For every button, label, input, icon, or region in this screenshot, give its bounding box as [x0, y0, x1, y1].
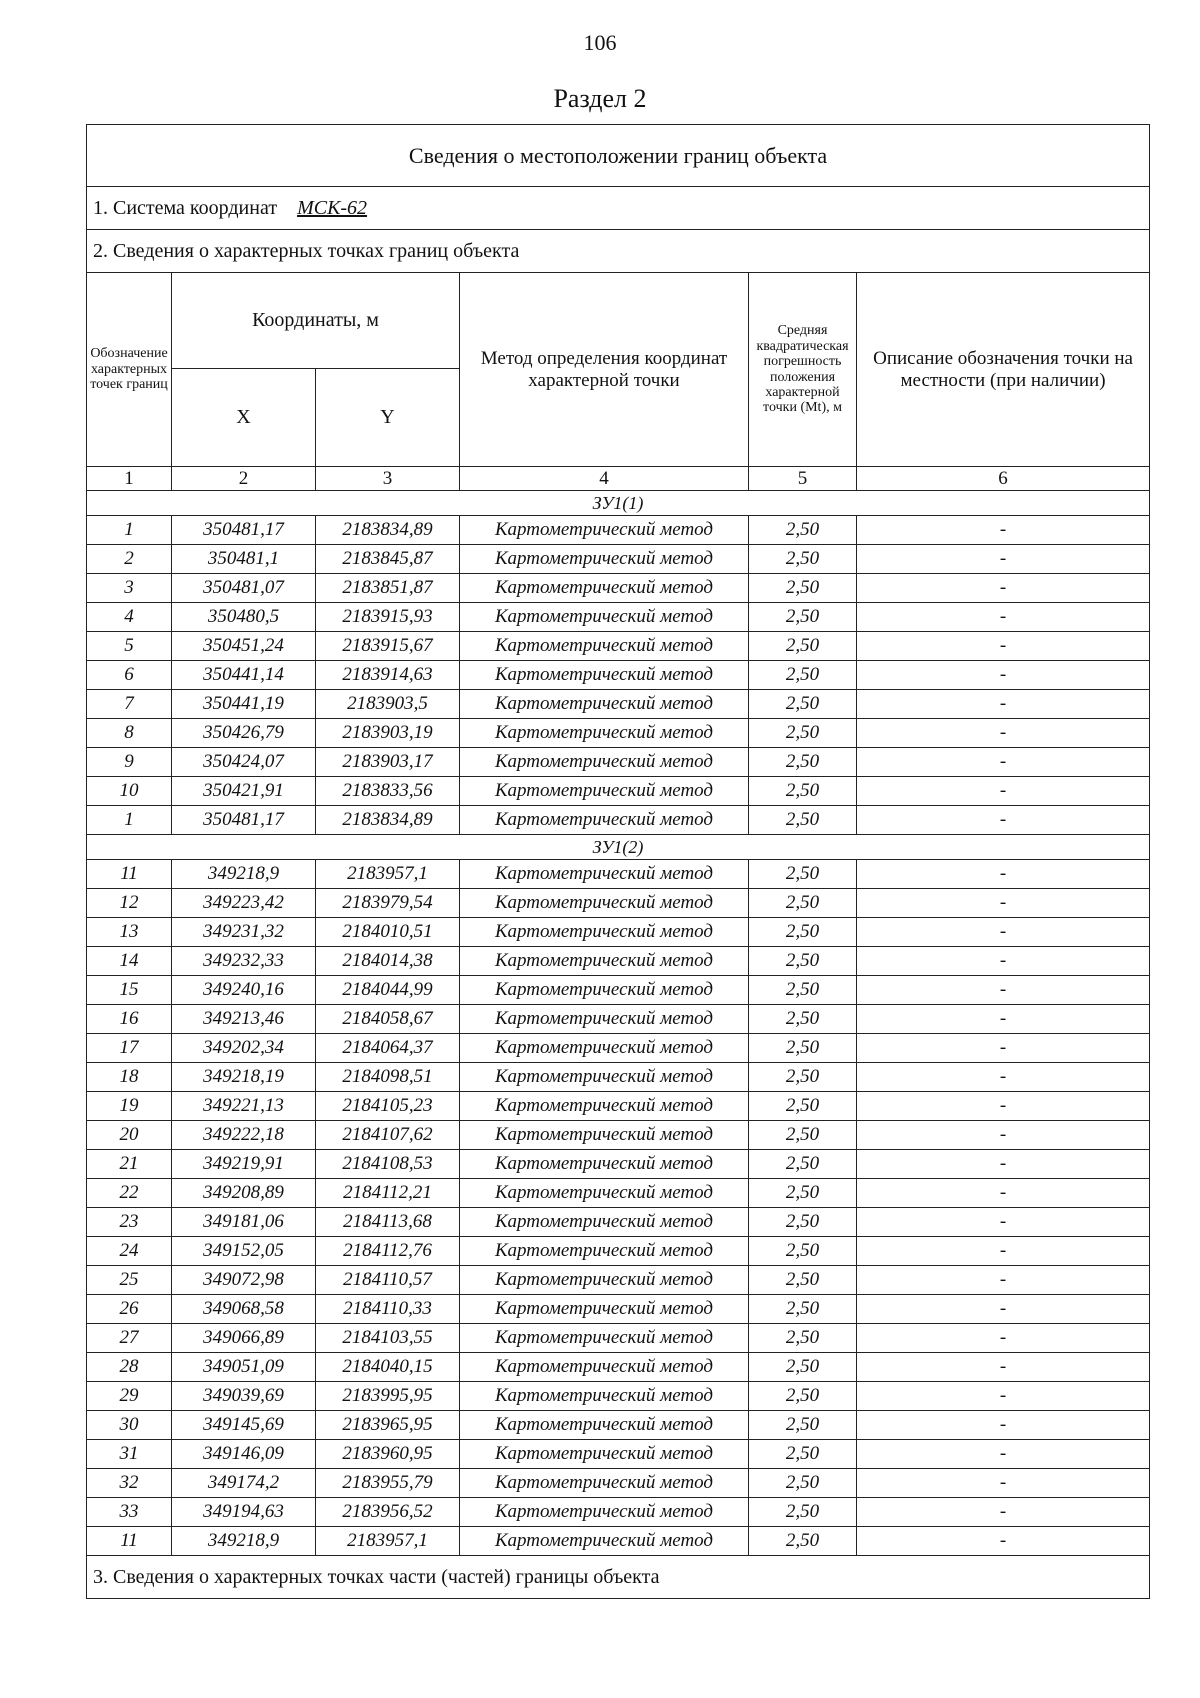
description: -: [857, 806, 1150, 835]
table-row: [87, 748, 1150, 777]
coord-y: 2183834,89: [316, 516, 460, 545]
method: Картометрический метод: [460, 1411, 749, 1440]
coord-y: 2184058,67: [316, 1005, 460, 1034]
coordinate-system-row: [87, 187, 1150, 230]
coord-x: 349202,34: [172, 1034, 316, 1063]
header-error: Средняя квадратическая погрешность положения характерной точки (Mt), м: [749, 273, 857, 467]
description: -: [857, 690, 1150, 719]
error: 2,50: [749, 719, 857, 748]
coord-x: 350441,14: [172, 661, 316, 690]
error: 2,50: [749, 1324, 857, 1353]
table-row: [87, 661, 1150, 690]
point-id: 5: [87, 632, 172, 661]
point-id: 8: [87, 719, 172, 748]
point-id: 29: [87, 1382, 172, 1411]
coord-x: 349218,9: [172, 860, 316, 889]
table-row: [87, 632, 1150, 661]
method: Картометрический метод: [460, 748, 749, 777]
description: -: [857, 1382, 1150, 1411]
col-number: 4: [460, 467, 749, 491]
error: 2,50: [749, 748, 857, 777]
table-row: [87, 806, 1150, 835]
coord-x: 349232,33: [172, 947, 316, 976]
description: -: [857, 947, 1150, 976]
description: -: [857, 1527, 1150, 1556]
table-row: [87, 1179, 1150, 1208]
coord-y: 2184010,51: [316, 918, 460, 947]
table-row: [87, 1121, 1150, 1150]
method: Картометрический метод: [460, 777, 749, 806]
table-row: [87, 516, 1150, 545]
method: Картометрический метод: [460, 1324, 749, 1353]
coordinate-system-label: 1. Система координат: [93, 196, 278, 219]
point-id: 11: [87, 860, 172, 889]
coord-y: 2184105,23: [316, 1092, 460, 1121]
table-row: [87, 1295, 1150, 1324]
coord-x: 350480,5: [172, 603, 316, 632]
error: 2,50: [749, 661, 857, 690]
table-row: [87, 860, 1150, 889]
point-id: 28: [87, 1353, 172, 1382]
point-id: 1: [87, 516, 172, 545]
error: 2,50: [749, 516, 857, 545]
section-title: Раздел 2: [553, 84, 647, 113]
point-id: 30: [87, 1411, 172, 1440]
coord-y: 2183851,87: [316, 574, 460, 603]
point-id: 18: [87, 1063, 172, 1092]
method: Картометрический метод: [460, 1179, 749, 1208]
description: -: [857, 719, 1150, 748]
coord-y: 2183903,5: [316, 690, 460, 719]
point-id: 19: [87, 1092, 172, 1121]
description: -: [857, 574, 1150, 603]
description: -: [857, 1034, 1150, 1063]
page-number: 106: [583, 30, 617, 55]
coord-y: 2183903,19: [316, 719, 460, 748]
error: 2,50: [749, 545, 857, 574]
coord-y: 2184040,15: [316, 1353, 460, 1382]
table-row: [87, 1208, 1150, 1237]
table-row: [87, 1498, 1150, 1527]
method: Картометрический метод: [460, 1382, 749, 1411]
table-row: [87, 1237, 1150, 1266]
point-id: 31: [87, 1440, 172, 1469]
method: Картометрический метод: [460, 1266, 749, 1295]
coord-x: 349240,16: [172, 976, 316, 1005]
points-section-label: 2. Сведения о характерных точках границ объекта: [87, 230, 1150, 273]
error: 2,50: [749, 690, 857, 719]
method: Картометрический метод: [460, 918, 749, 947]
table-row: [87, 1324, 1150, 1353]
group-header: ЗУ1(2): [87, 835, 1150, 860]
header-coordinates: Координаты, м: [172, 273, 460, 369]
description: -: [857, 1121, 1150, 1150]
part-points-section-label: 3. Сведения о характерных точках части (частей) границы объекта: [87, 1556, 1150, 1599]
error: 2,50: [749, 1034, 857, 1063]
method: Картометрический метод: [460, 1150, 749, 1179]
point-id: 27: [87, 1324, 172, 1353]
method: Картометрический метод: [460, 516, 749, 545]
error: 2,50: [749, 777, 857, 806]
coord-y: 2183845,87: [316, 545, 460, 574]
coord-x: 350481,1: [172, 545, 316, 574]
coord-y: 2184044,99: [316, 976, 460, 1005]
point-id: 16: [87, 1005, 172, 1034]
header-y: Y: [316, 369, 460, 467]
error: 2,50: [749, 889, 857, 918]
description: -: [857, 1237, 1150, 1266]
error: 2,50: [749, 1382, 857, 1411]
method: Картометрический метод: [460, 574, 749, 603]
table-row: [87, 1411, 1150, 1440]
point-id: 14: [87, 947, 172, 976]
col-number: 3: [316, 467, 460, 491]
description: -: [857, 889, 1150, 918]
point-id: 3: [87, 574, 172, 603]
table-row: [87, 1005, 1150, 1034]
coord-y: 2184108,53: [316, 1150, 460, 1179]
error: 2,50: [749, 947, 857, 976]
error: 2,50: [749, 1208, 857, 1237]
coord-x: 349222,18: [172, 1121, 316, 1150]
method: Картометрический метод: [460, 1498, 749, 1527]
coord-y: 2183956,52: [316, 1498, 460, 1527]
coord-x: 349145,69: [172, 1411, 316, 1440]
table-row: [87, 1527, 1150, 1556]
col-number: 1: [87, 467, 172, 491]
description: -: [857, 545, 1150, 574]
coord-y: 2184112,76: [316, 1237, 460, 1266]
coord-y: 2183903,17: [316, 748, 460, 777]
point-id: 25: [87, 1266, 172, 1295]
description: -: [857, 777, 1150, 806]
coord-y: 2183957,1: [316, 860, 460, 889]
point-id: 10: [87, 777, 172, 806]
error: 2,50: [749, 806, 857, 835]
boundary-table: [86, 124, 1150, 1599]
error: 2,50: [749, 1005, 857, 1034]
method: Картометрический метод: [460, 1295, 749, 1324]
coord-y: 2184110,57: [316, 1266, 460, 1295]
coord-x: 350481,17: [172, 516, 316, 545]
description: -: [857, 1092, 1150, 1121]
coord-x: 349068,58: [172, 1295, 316, 1324]
description: -: [857, 1411, 1150, 1440]
error: 2,50: [749, 1469, 857, 1498]
point-id: 2: [87, 545, 172, 574]
coord-x: 350441,19: [172, 690, 316, 719]
coord-x: 350481,17: [172, 806, 316, 835]
description: -: [857, 1063, 1150, 1092]
method: Картометрический метод: [460, 1237, 749, 1266]
col-number: 5: [749, 467, 857, 491]
method: Картометрический метод: [460, 947, 749, 976]
point-id: 32: [87, 1469, 172, 1498]
method: Картометрический метод: [460, 1208, 749, 1237]
method: Картометрический метод: [460, 1440, 749, 1469]
description: -: [857, 918, 1150, 947]
description: -: [857, 661, 1150, 690]
coord-x: 349174,2: [172, 1469, 316, 1498]
error: 2,50: [749, 1440, 857, 1469]
header-description: Описание обозначения точки на местности (при наличии): [857, 273, 1150, 467]
method: Картометрический метод: [460, 1527, 749, 1556]
description: -: [857, 1266, 1150, 1295]
coord-x: 350421,91: [172, 777, 316, 806]
table-row: [87, 574, 1150, 603]
point-id: 12: [87, 889, 172, 918]
coord-x: 349213,46: [172, 1005, 316, 1034]
coord-x: 349218,19: [172, 1063, 316, 1092]
coord-y: 2183965,95: [316, 1411, 460, 1440]
coord-x: 350424,07: [172, 748, 316, 777]
col-number: 6: [857, 467, 1150, 491]
table-row: [87, 1469, 1150, 1498]
table-row: [87, 947, 1150, 976]
error: 2,50: [749, 1498, 857, 1527]
coord-x: 349208,89: [172, 1179, 316, 1208]
table-title: Сведения о местоположении границ объекта: [87, 125, 1150, 187]
description: -: [857, 632, 1150, 661]
description: -: [857, 1353, 1150, 1382]
method: Картометрический метод: [460, 719, 749, 748]
table-row: [87, 918, 1150, 947]
point-id: 26: [87, 1295, 172, 1324]
coordinate-system-value: МСК-62: [297, 196, 368, 219]
error: 2,50: [749, 1121, 857, 1150]
coord-x: 349194,63: [172, 1498, 316, 1527]
point-id: 24: [87, 1237, 172, 1266]
point-id: 4: [87, 603, 172, 632]
coord-y: 2183915,93: [316, 603, 460, 632]
coord-y: 2184064,37: [316, 1034, 460, 1063]
method: Картометрический метод: [460, 1092, 749, 1121]
method: Картометрический метод: [460, 806, 749, 835]
method: Картометрический метод: [460, 1353, 749, 1382]
table-row: [87, 1382, 1150, 1411]
description: -: [857, 1324, 1150, 1353]
error: 2,50: [749, 1092, 857, 1121]
method: Картометрический метод: [460, 1034, 749, 1063]
description: -: [857, 976, 1150, 1005]
coord-y: 2184098,51: [316, 1063, 460, 1092]
coord-y: 2183960,95: [316, 1440, 460, 1469]
table-row: [87, 976, 1150, 1005]
method: Картометрический метод: [460, 661, 749, 690]
error: 2,50: [749, 918, 857, 947]
method: Картометрический метод: [460, 545, 749, 574]
description: -: [857, 748, 1150, 777]
description: -: [857, 1005, 1150, 1034]
error: 2,50: [749, 1237, 857, 1266]
point-id: 20: [87, 1121, 172, 1150]
error: 2,50: [749, 1411, 857, 1440]
table-row: [87, 1150, 1150, 1179]
error: 2,50: [749, 1266, 857, 1295]
point-id: 33: [87, 1498, 172, 1527]
table-row: [87, 1266, 1150, 1295]
description: -: [857, 1469, 1150, 1498]
coord-x: 350451,24: [172, 632, 316, 661]
point-id: 13: [87, 918, 172, 947]
error: 2,50: [749, 1295, 857, 1324]
description: -: [857, 860, 1150, 889]
point-id: 21: [87, 1150, 172, 1179]
coord-y: 2183955,79: [316, 1469, 460, 1498]
description: -: [857, 516, 1150, 545]
error: 2,50: [749, 1353, 857, 1382]
table-row: [87, 889, 1150, 918]
method: Картометрический метод: [460, 1469, 749, 1498]
error: 2,50: [749, 860, 857, 889]
coord-x: 349146,09: [172, 1440, 316, 1469]
method: Картометрический метод: [460, 690, 749, 719]
point-id: 22: [87, 1179, 172, 1208]
table-row: [87, 1092, 1150, 1121]
error: 2,50: [749, 632, 857, 661]
point-id: 6: [87, 661, 172, 690]
coord-y: 2183957,1: [316, 1527, 460, 1556]
table-row: [87, 690, 1150, 719]
coord-y: 2184110,33: [316, 1295, 460, 1324]
error: 2,50: [749, 1063, 857, 1092]
error: 2,50: [749, 603, 857, 632]
coord-y: 2184112,21: [316, 1179, 460, 1208]
coord-x: 350426,79: [172, 719, 316, 748]
coord-x: 349072,98: [172, 1266, 316, 1295]
point-id: 11: [87, 1527, 172, 1556]
error: 2,50: [749, 574, 857, 603]
description: -: [857, 1208, 1150, 1237]
coord-y: 2184014,38: [316, 947, 460, 976]
coord-y: 2183979,54: [316, 889, 460, 918]
error: 2,50: [749, 1150, 857, 1179]
coord-x: 349231,32: [172, 918, 316, 947]
method: Картометрический метод: [460, 1063, 749, 1092]
coord-x: 349221,13: [172, 1092, 316, 1121]
description: -: [857, 1179, 1150, 1208]
group-header: ЗУ1(1): [87, 491, 1150, 516]
method: Картометрический метод: [460, 603, 749, 632]
point-id: 9: [87, 748, 172, 777]
error: 2,50: [749, 976, 857, 1005]
table-row: [87, 1440, 1150, 1469]
description: -: [857, 1295, 1150, 1324]
description: -: [857, 1440, 1150, 1469]
point-id: 15: [87, 976, 172, 1005]
coord-y: 2184103,55: [316, 1324, 460, 1353]
method: Картометрический метод: [460, 1121, 749, 1150]
coord-x: 349219,91: [172, 1150, 316, 1179]
header-point-label: Обозначение характерных точек границ: [87, 273, 172, 467]
coord-x: 349218,9: [172, 1527, 316, 1556]
coord-y: 2183833,56: [316, 777, 460, 806]
coord-y: 2183915,67: [316, 632, 460, 661]
coord-y: 2183914,63: [316, 661, 460, 690]
col-number: 2: [172, 467, 316, 491]
table-row: [87, 1034, 1150, 1063]
point-id: 7: [87, 690, 172, 719]
method: Картометрический метод: [460, 976, 749, 1005]
coord-y: 2184113,68: [316, 1208, 460, 1237]
coord-y: 2183995,95: [316, 1382, 460, 1411]
coord-y: 2183834,89: [316, 806, 460, 835]
coord-x: 350481,07: [172, 574, 316, 603]
method: Картометрический метод: [460, 889, 749, 918]
coord-x: 349051,09: [172, 1353, 316, 1382]
description: -: [857, 603, 1150, 632]
table-row: [87, 1353, 1150, 1382]
coord-x: 349223,42: [172, 889, 316, 918]
coord-x: 349039,69: [172, 1382, 316, 1411]
error: 2,50: [749, 1179, 857, 1208]
coord-y: 2184107,62: [316, 1121, 460, 1150]
method: Картометрический метод: [460, 632, 749, 661]
point-id: 23: [87, 1208, 172, 1237]
table-row: [87, 545, 1150, 574]
table-row: [87, 719, 1150, 748]
description: -: [857, 1498, 1150, 1527]
header-x: X: [172, 369, 316, 467]
method: Картометрический метод: [460, 1005, 749, 1034]
coord-x: 349152,05: [172, 1237, 316, 1266]
point-id: 1: [87, 806, 172, 835]
point-id: 17: [87, 1034, 172, 1063]
table-row: [87, 1063, 1150, 1092]
table-row: [87, 603, 1150, 632]
coord-x: 349066,89: [172, 1324, 316, 1353]
method: Картометрический метод: [460, 860, 749, 889]
error: 2,50: [749, 1527, 857, 1556]
coord-x: 349181,06: [172, 1208, 316, 1237]
table-row: [87, 777, 1150, 806]
description: -: [857, 1150, 1150, 1179]
header-method: Метод определения координат характерной точки: [460, 273, 749, 467]
